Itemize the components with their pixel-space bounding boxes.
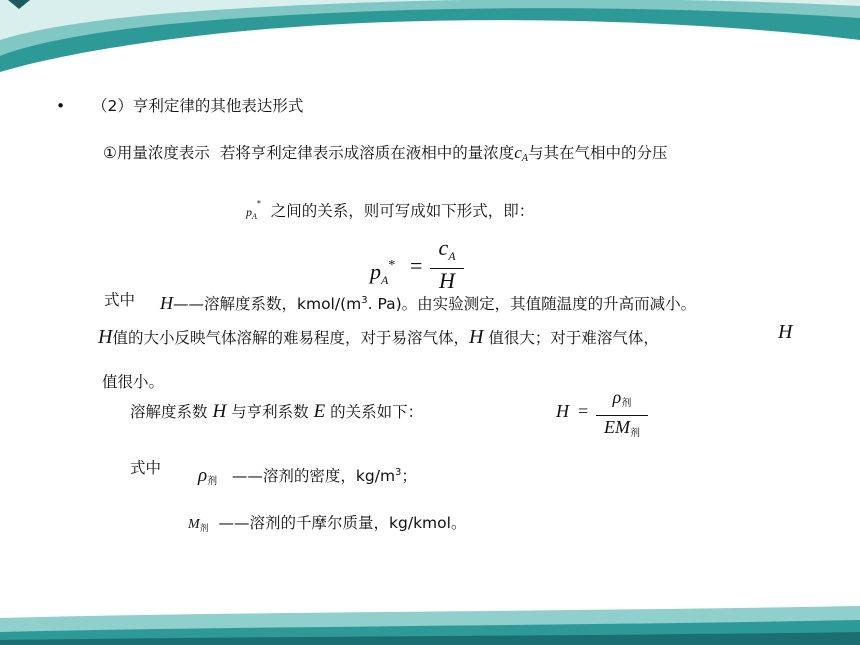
paragraph-1: [103, 143, 667, 169]
paragraph-1-cont: [246, 194, 534, 227]
eq2-num-sub: 剂: [621, 398, 632, 409]
where3-text: ——溶剂的千摩尔质量，kg/kmol。: [218, 514, 467, 532]
para1-label: ①用量浓度表示: [103, 144, 210, 162]
symbol-p-sub: A: [252, 212, 257, 221]
line5-symbol-2: H: [468, 326, 484, 348]
eq2-den-sub: 剂: [630, 428, 640, 439]
bullet-dot: •: [56, 97, 66, 115]
line7-c: 的关系如下：: [330, 403, 424, 421]
eq1-lhs-sub: A: [381, 273, 389, 287]
eq2-num: ρ: [612, 387, 622, 407]
eq2-equals: =: [578, 401, 589, 421]
where-line-3: [188, 513, 466, 539]
paragraph-2: [98, 327, 659, 348]
symbol-p: p: [246, 205, 252, 219]
eq1-lhs: p: [370, 259, 381, 284]
paragraph-2-cont: [102, 372, 164, 392]
line7-symbol-H: H: [212, 401, 227, 422]
where2-sub: 剂: [207, 476, 218, 487]
line5-mid: 值很大；对于难溶气体，: [488, 329, 659, 347]
eq1-den: H: [439, 268, 455, 293]
section-heading: （2）亨利定律的其他表达形式: [92, 97, 304, 115]
line5-symbol: H: [98, 326, 113, 348]
where2-tail: ；: [401, 467, 417, 485]
where2-sup: 3: [395, 467, 402, 478]
where2-text: ——溶剂的密度，kg/m: [231, 467, 396, 485]
para1-text: 若将亨利定律表示成溶质在液相中的量浓度: [219, 144, 515, 162]
line5-text: 值的大小反映气体溶解的难易程度，对于易溶气体，: [112, 329, 469, 347]
where-label-1: 式中: [104, 291, 136, 309]
line7-b: 与亨利系数: [231, 403, 309, 421]
where3-sub: 剂: [199, 524, 209, 534]
symbol-c: c: [514, 143, 522, 162]
where1-tail: . Pa)。由实验测定，其值随温度的升高而减小。: [367, 295, 697, 313]
line5-symbol-3: H: [778, 321, 793, 343]
where1-text: ——溶解度系数，kmol/(m: [173, 295, 362, 313]
line7-a: 溶解度系数: [130, 403, 208, 421]
line6-a: 值: [102, 373, 118, 391]
line2-text: 之间的关系，则可写成如下形式，即：: [270, 202, 535, 220]
eq2-lhs: H: [556, 401, 569, 421]
where-line-2: [198, 463, 417, 492]
eq2-den: EM: [604, 417, 630, 437]
line7-symbol-E: E: [313, 401, 326, 422]
eq1-lhs-sup: *: [388, 258, 396, 273]
where-line-1: [160, 291, 696, 314]
line6-b: 很小。: [117, 373, 165, 391]
paragraph-3: [130, 402, 423, 422]
eq1-fraction: [430, 236, 464, 293]
para1-tail: 与其在气相中的分压: [527, 144, 668, 162]
symbol-c-sub: A: [521, 153, 528, 164]
where1-sup: 3: [361, 295, 368, 306]
where1-symbol: H: [160, 293, 173, 313]
where2-symbol: ρ: [198, 465, 208, 486]
eq1-num-sub: A: [448, 249, 456, 263]
eq1-num: c: [438, 235, 449, 260]
where3-symbol: M: [188, 517, 200, 532]
where-label-2: 式中: [130, 459, 162, 477]
eq1-equals: =: [410, 253, 423, 278]
eq2-fraction: [596, 386, 648, 445]
symbol-p-sup: *: [256, 199, 261, 208]
